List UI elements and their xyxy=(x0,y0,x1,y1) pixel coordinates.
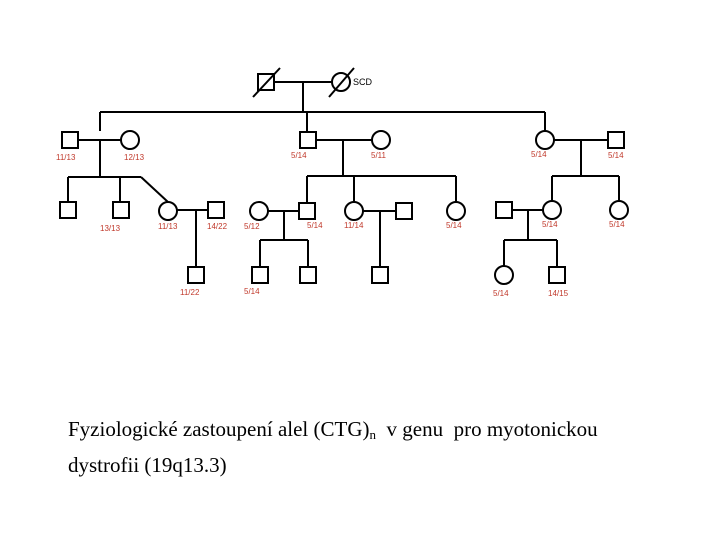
iii4-male xyxy=(208,202,224,218)
caption-text-3: dystrofii (19q13.3) xyxy=(68,453,227,477)
iii5-female xyxy=(250,202,268,220)
label-iii6: 5/14 xyxy=(307,221,323,230)
label-ii1: 11/13 xyxy=(56,153,76,162)
label-ii2: 12/13 xyxy=(124,153,145,162)
iv1-male xyxy=(188,267,204,283)
iii7-female xyxy=(345,202,363,220)
iii3-female xyxy=(159,202,177,220)
label-iii12: 5/14 xyxy=(609,220,625,229)
iii12-female xyxy=(610,201,628,219)
caption-text-1: Fyziologické zastoupení alel (CTG) xyxy=(68,417,370,441)
iv5-female xyxy=(495,266,513,284)
label-ii4: 5/11 xyxy=(371,151,386,160)
label-iv5: 5/14 xyxy=(493,289,509,298)
iv3-male xyxy=(300,267,316,283)
ii3-male xyxy=(300,132,316,148)
ii2-female xyxy=(121,131,139,149)
iv4-male xyxy=(372,267,388,283)
figure-caption xyxy=(68,414,708,481)
label-iii11: 5/14 xyxy=(542,220,558,229)
label-iii9: 5/14 xyxy=(446,221,462,230)
ii5-female xyxy=(536,131,554,149)
iii6-male xyxy=(299,203,315,219)
label-iv1: 11/22 xyxy=(180,288,200,297)
label-iv2: 5/14 xyxy=(244,287,260,296)
ii1-male xyxy=(62,132,78,148)
iii8-male xyxy=(396,203,412,219)
scd-annotation: SCD xyxy=(353,77,373,87)
pedigree-lines xyxy=(68,82,619,267)
ii6-male xyxy=(608,132,624,148)
caption-subscript: n xyxy=(369,427,376,442)
ii4-female xyxy=(372,131,390,149)
iii9-female xyxy=(447,202,465,220)
label-iii5: 5/12 xyxy=(244,222,260,231)
label-iii3: 11/13 xyxy=(158,222,178,231)
iii2-male xyxy=(113,202,129,218)
label-iii4: 14/22 xyxy=(207,222,228,231)
label-iii7: 11/14 xyxy=(344,221,364,230)
caption-text-2: v genu pro myotonickou xyxy=(376,417,598,441)
iv6-male xyxy=(549,267,565,283)
label-ii6: 5/14 xyxy=(608,151,624,160)
iii11-female xyxy=(543,201,561,219)
label-iv6: 14/15 xyxy=(548,289,569,298)
label-ii3: 5/14 xyxy=(291,151,307,160)
iii10-male xyxy=(496,202,512,218)
label-iii2: 13/13 xyxy=(100,224,121,233)
iii1-male xyxy=(60,202,76,218)
label-ii5: 5/14 xyxy=(531,150,547,159)
iv2-male xyxy=(252,267,268,283)
